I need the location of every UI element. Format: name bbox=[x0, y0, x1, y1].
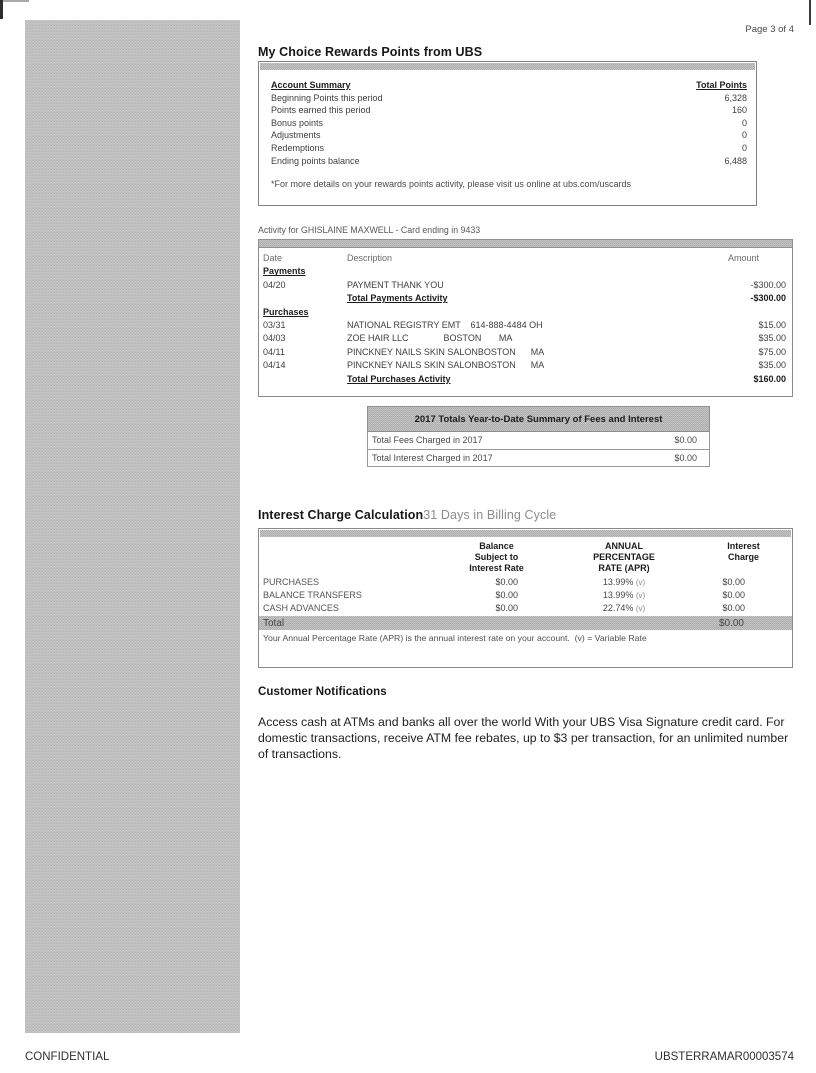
account-summary-box bbox=[258, 61, 757, 206]
interest-row-apr: 13.99% (v) bbox=[602, 590, 646, 601]
summary-row-label: Adjustments bbox=[271, 130, 321, 141]
purchases-total-label: Total Purchases Activity bbox=[347, 373, 451, 384]
interest-total-charge: $0.00 bbox=[718, 617, 744, 629]
interest-row-charge: $0.00 bbox=[722, 603, 745, 614]
notifications-body: Access cash at ATMs and banks all over the world With your UBS Visa Signature credit card. For domestic transactions, receive ATM fee rebates, up to $3 per transaction, for an unlimited number of transactions. bbox=[258, 715, 789, 761]
summary-row-label: Beginning Points this period bbox=[271, 92, 383, 103]
column-header-amount: Amount bbox=[727, 253, 759, 263]
notifications-title: Customer Notifications bbox=[258, 686, 387, 698]
column-header-description: Description bbox=[347, 253, 393, 263]
rewards-section-title: My Choice Rewards Points from UBS bbox=[258, 45, 483, 59]
cardholder-activity-caption: Activity for GHISLAINE MAXWELL - Card ending in 9433 bbox=[258, 225, 481, 235]
transaction-date: 04/03 bbox=[263, 333, 286, 344]
summary-row-value: 0 bbox=[741, 142, 747, 153]
interest-row-balance: $0.00 bbox=[495, 603, 518, 614]
confidential-label: CONFIDENTIAL bbox=[25, 1051, 110, 1063]
summary-row bbox=[271, 129, 747, 142]
interest-row-label: PURCHASES bbox=[263, 577, 320, 588]
apr-footnote: Your Annual Percentage Rate (APR) is the annual interest rate on your account. (v) = Variable Rate bbox=[263, 632, 647, 643]
purchases-section-label: Purchases bbox=[263, 306, 309, 317]
activity-texture-strip bbox=[258, 239, 793, 248]
column-header-balance: Balance Subject to Interest Rate bbox=[469, 541, 524, 573]
page-number: Page 3 of 4 bbox=[745, 24, 794, 35]
ytd-summary-title: 2017 Totals Year-to-Date Summary of Fees and Interest bbox=[367, 406, 710, 432]
transaction-amount: -$300.00 bbox=[750, 279, 786, 290]
column-header-date: Date bbox=[263, 253, 283, 263]
interest-section-title bbox=[258, 508, 556, 522]
transaction-amount: $35.00 bbox=[758, 360, 786, 371]
interest-title-bold: Interest Charge Calculation bbox=[258, 508, 424, 522]
summary-row-label: Ending points balance bbox=[271, 155, 360, 166]
column-header-interest-charge: Interest Charge bbox=[727, 541, 760, 562]
ytd-row-label: Total Fees Charged in 2017 bbox=[372, 435, 483, 446]
summary-row-value: 0 bbox=[741, 130, 747, 141]
transaction-amount: $75.00 bbox=[758, 346, 786, 357]
interest-row-balance: $0.00 bbox=[495, 590, 518, 601]
transaction-description: PINCKNEY NAILS SKIN SALONBOSTON MA bbox=[347, 360, 545, 371]
summary-row bbox=[271, 117, 747, 130]
transaction-description: NATIONAL REGISTRY EMT 614-888-4484 OH bbox=[347, 320, 543, 331]
interest-title-subtitle: 31 Days in Billing Cycle bbox=[423, 508, 557, 522]
column-header-apr: ANNUAL PERCENTAGE RATE (APR) bbox=[593, 541, 655, 573]
transaction-amount: $15.00 bbox=[758, 320, 786, 331]
transaction-description: ZOE HAIR LLC BOSTON MA bbox=[347, 333, 513, 344]
account-summary-header: Account Summary bbox=[271, 80, 351, 90]
purchases-total-amount: $160.00 bbox=[753, 373, 786, 384]
interest-row-label: CASH ADVANCES bbox=[263, 603, 339, 614]
ytd-row-value: $0.00 bbox=[674, 435, 697, 446]
summary-row-value: 6,328 bbox=[724, 92, 747, 103]
transaction-description: PAYMENT THANK YOU bbox=[347, 279, 444, 290]
box-texture-strip bbox=[260, 63, 755, 70]
interest-table bbox=[258, 528, 793, 668]
summary-row bbox=[271, 155, 747, 168]
transaction-description: PINCKNEY NAILS SKIN SALONBOSTON MA bbox=[347, 346, 545, 357]
transaction-date: 04/14 bbox=[263, 360, 286, 371]
payments-section-label: Payments bbox=[263, 266, 306, 277]
variable-rate-flag: (v) bbox=[635, 591, 646, 601]
summary-row-value: 6,488 bbox=[724, 155, 747, 166]
interest-row-charge: $0.00 bbox=[722, 590, 745, 601]
summary-row bbox=[271, 92, 747, 105]
interest-row-apr: 13.99% (v) bbox=[602, 577, 646, 588]
summary-row-label: Bonus points bbox=[271, 117, 324, 128]
interest-row-apr: 22.74% (v) bbox=[602, 603, 646, 614]
summary-row-label: Redemptions bbox=[271, 142, 325, 153]
transaction-date: 04/20 bbox=[263, 279, 286, 290]
ytd-row-label: Total Interest Charged in 2017 bbox=[372, 452, 493, 463]
summary-row-value: 160 bbox=[731, 105, 747, 116]
variable-rate-flag: (v) bbox=[635, 604, 646, 614]
ytd-row bbox=[367, 450, 710, 468]
rewards-footnote: *For more details on your rewards points activity, please visit us online at ubs.com/uscards bbox=[271, 179, 631, 190]
ytd-row bbox=[367, 432, 710, 450]
redacted-sidebar-block bbox=[25, 20, 240, 1033]
interest-row-charge: $0.00 bbox=[722, 577, 745, 588]
transaction-amount: $35.00 bbox=[758, 333, 786, 344]
bates-number: UBSTERRAMAR00003574 bbox=[654, 1051, 794, 1063]
summary-row bbox=[271, 142, 747, 155]
ytd-row-value: $0.00 bbox=[674, 452, 697, 463]
summary-row bbox=[271, 104, 747, 117]
variable-rate-flag: (v) bbox=[635, 578, 646, 588]
ytd-summary-table bbox=[367, 406, 710, 467]
interest-row-balance: $0.00 bbox=[495, 577, 518, 588]
activity-table bbox=[258, 248, 793, 397]
transaction-date: 03/31 bbox=[263, 320, 286, 331]
crop-mark-top-left-vertical bbox=[0, 0, 3, 19]
payments-total-label: Total Payments Activity bbox=[347, 293, 448, 304]
summary-row-value: 0 bbox=[741, 117, 747, 128]
interest-total-row bbox=[259, 616, 792, 630]
crop-mark-top-right-vertical bbox=[809, 0, 811, 25]
box-texture-strip bbox=[260, 530, 791, 537]
interest-total-label: Total bbox=[263, 617, 285, 629]
crop-mark-top-left-horizontal bbox=[0, 0, 29, 2]
interest-row-label: BALANCE TRANSFERS bbox=[263, 590, 362, 601]
transaction-date: 04/11 bbox=[263, 346, 285, 357]
total-points-header: Total Points bbox=[696, 80, 747, 90]
payments-total-amount: -$300.00 bbox=[750, 293, 786, 304]
summary-row-label: Points earned this period bbox=[271, 105, 371, 116]
